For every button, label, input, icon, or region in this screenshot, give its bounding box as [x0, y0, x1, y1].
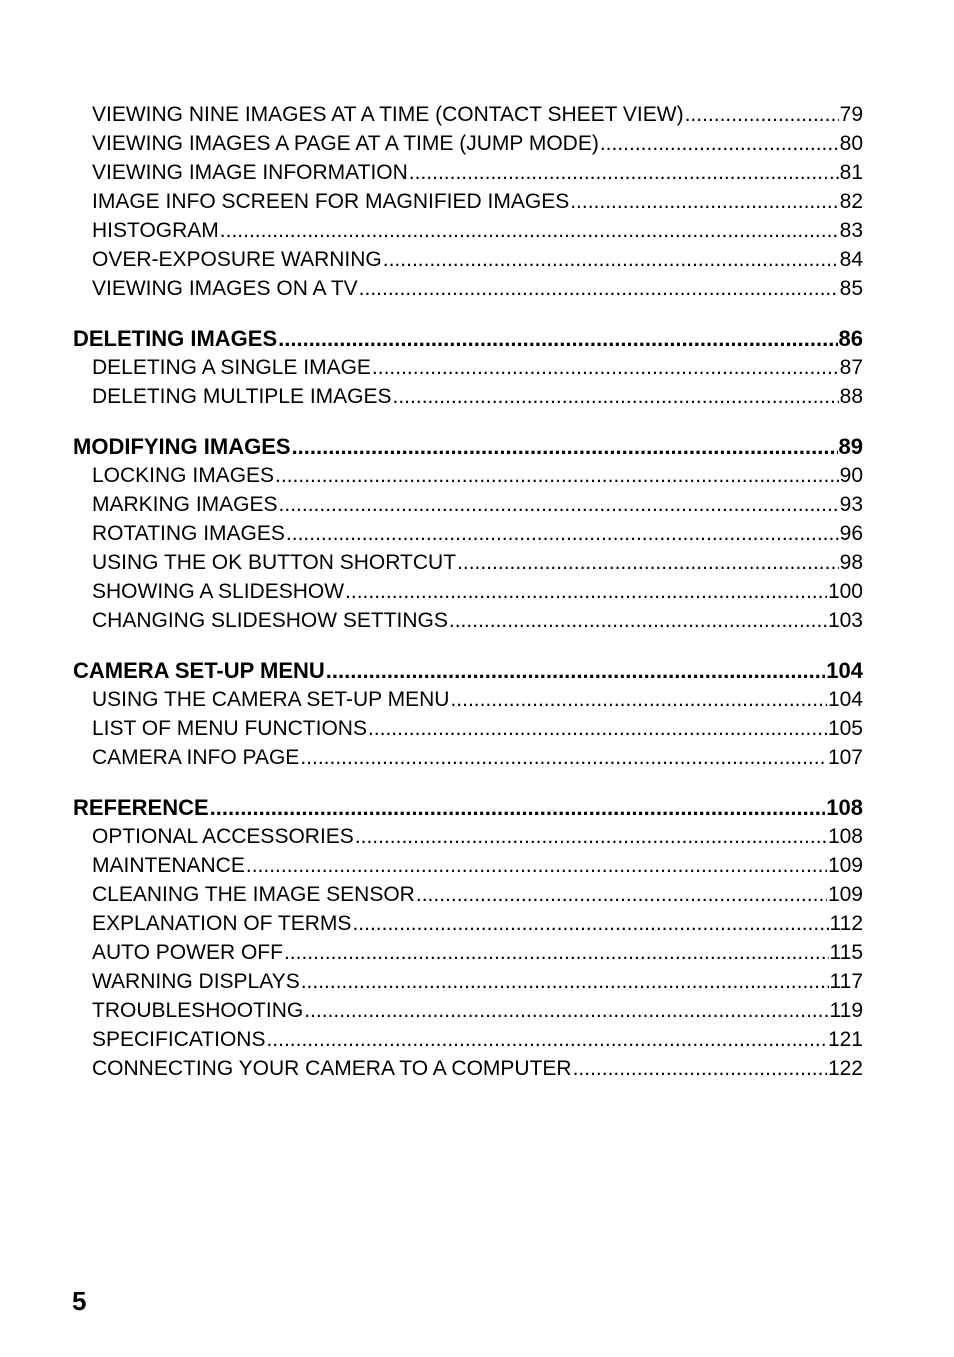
- toc-entry-page: 109: [827, 854, 863, 877]
- toc-entry-page: 107: [827, 746, 863, 769]
- page-number: 5: [72, 1286, 87, 1316]
- toc-entry-title: OPTIONAL ACCESSORIES: [92, 825, 354, 848]
- toc-entry-page: 84: [839, 248, 863, 271]
- toc-entry[interactable]: [73, 606, 863, 635]
- toc-entry-page: 93: [839, 493, 863, 516]
- toc-entry-title: DELETING MULTIPLE IMAGES: [92, 385, 392, 408]
- toc-entry[interactable]: [73, 187, 863, 216]
- dot-leader: [220, 216, 839, 245]
- dot-leader: [359, 274, 839, 303]
- toc-section-heading[interactable]: [73, 793, 863, 822]
- toc-entry-title: SHOWING A SLIDESHOW: [92, 580, 345, 603]
- toc-entry-title: LOCKING IMAGES: [92, 464, 275, 487]
- dot-leader: [393, 382, 839, 411]
- toc-entry[interactable]: [73, 519, 863, 548]
- dot-leader: [279, 490, 839, 519]
- toc-entry-title: VIEWING IMAGE INFORMATION: [92, 161, 408, 184]
- toc-entry-page: 86: [838, 326, 863, 351]
- toc-entry-title: AUTO POWER OFF: [92, 941, 283, 964]
- toc-entry[interactable]: [73, 822, 863, 851]
- toc-entry-page: 104: [826, 658, 863, 683]
- toc-entry-page: 96: [839, 522, 863, 545]
- toc-entry-title: CONNECTING YOUR CAMERA TO A COMPUTER: [92, 1057, 572, 1080]
- toc-entry-title: TROUBLESHOOTING: [92, 999, 304, 1022]
- toc-entry-page: 89: [838, 434, 863, 459]
- toc-entry[interactable]: [73, 382, 863, 411]
- toc-entry-title: CAMERA SET-UP MENU: [73, 658, 325, 683]
- toc-entry-title: MAINTENANCE: [92, 854, 245, 877]
- toc-entry-page: 85: [839, 277, 863, 300]
- dot-leader: [326, 656, 825, 685]
- toc-entry-page: 109: [827, 883, 863, 906]
- dot-leader: [372, 353, 839, 382]
- dot-leader: [292, 432, 838, 461]
- toc-entry[interactable]: [73, 967, 863, 996]
- dot-leader: [685, 100, 839, 129]
- toc-entry-page: 117: [829, 970, 863, 993]
- toc-entry-title: VIEWING IMAGES A PAGE AT A TIME (JUMP MODE): [92, 132, 599, 155]
- toc-entry-page: 98: [839, 551, 863, 574]
- toc-entry-page: 81: [839, 161, 863, 184]
- toc-entry-title: DELETING A SINGLE IMAGE: [92, 356, 371, 379]
- toc-entry-page: 121: [827, 1028, 863, 1051]
- toc-entry[interactable]: [73, 274, 863, 303]
- toc-entry-title: VIEWING IMAGES ON A TV: [92, 277, 358, 300]
- dot-leader: [284, 938, 829, 967]
- toc-entry-page: 88: [839, 385, 863, 408]
- toc-entry[interactable]: [73, 909, 863, 938]
- toc-entry[interactable]: [73, 996, 863, 1025]
- toc-entry-title: CAMERA INFO PAGE: [92, 746, 300, 769]
- dot-leader: [210, 793, 826, 822]
- dot-leader: [278, 324, 837, 353]
- toc-entry-title: USING THE OK BUTTON SHORTCUT: [92, 551, 457, 574]
- toc-entry-title: EXPLANATION OF TERMS: [92, 912, 352, 935]
- toc-entry[interactable]: [73, 1025, 863, 1054]
- toc-entry-title: VIEWING NINE IMAGES AT A TIME (CONTACT SHEET VIEW): [92, 103, 684, 126]
- toc-entry-page: 104: [827, 688, 863, 711]
- toc-entry-title: ROTATING IMAGES: [92, 522, 285, 545]
- toc-entry-page: 108: [826, 795, 863, 820]
- toc-entry[interactable]: [73, 216, 863, 245]
- toc-entry[interactable]: [73, 714, 863, 743]
- toc-entry-page: 83: [839, 219, 863, 242]
- toc-entry[interactable]: [73, 100, 863, 129]
- toc-entry-page: 82: [839, 190, 863, 213]
- toc-entry-title: MODIFYING IMAGES: [73, 434, 291, 459]
- toc-entry-title: CLEANING THE IMAGE SENSOR: [92, 883, 415, 906]
- toc-entry-page: 108: [827, 825, 863, 848]
- toc-entry[interactable]: [73, 548, 863, 577]
- toc-entry[interactable]: [73, 158, 863, 187]
- toc-entry[interactable]: [73, 851, 863, 880]
- toc-entry[interactable]: [73, 490, 863, 519]
- toc-entry-page: 105: [827, 717, 863, 740]
- toc-entry-title: REFERENCE: [73, 795, 209, 820]
- toc-entry[interactable]: [73, 129, 863, 158]
- dot-leader: [304, 996, 828, 1025]
- toc-entry[interactable]: [73, 743, 863, 772]
- toc-entry-title: OVER-EXPOSURE WARNING: [92, 248, 382, 271]
- toc-entry[interactable]: [73, 461, 863, 490]
- dot-leader: [450, 685, 827, 714]
- toc-entry[interactable]: [73, 1054, 863, 1083]
- dot-leader: [300, 743, 827, 772]
- toc-entry-title: HISTOGRAM: [92, 219, 219, 242]
- table-of-contents: [73, 100, 863, 1083]
- toc-entry-title: WARNING DISPLAYS: [92, 970, 300, 993]
- toc-entry-page: 90: [839, 464, 863, 487]
- toc-entry-title: USING THE CAMERA SET-UP MENU: [92, 688, 450, 711]
- toc-entry[interactable]: [73, 353, 863, 382]
- toc-entry-title: SPECIFICATIONS: [92, 1028, 266, 1051]
- dot-leader: [352, 909, 828, 938]
- toc-entry-page: 80: [839, 132, 863, 155]
- dot-leader: [301, 967, 829, 996]
- toc-entry[interactable]: [73, 685, 863, 714]
- dot-leader: [573, 1054, 827, 1083]
- toc-entry-title: CHANGING SLIDESHOW SETTINGS: [92, 609, 448, 632]
- toc-section-heading[interactable]: [73, 324, 863, 353]
- toc-entry-page: 119: [829, 999, 863, 1022]
- toc-entry-page: 79: [839, 103, 863, 126]
- toc-entry[interactable]: [73, 245, 863, 274]
- dot-leader: [345, 577, 827, 606]
- toc-entry-page: 112: [829, 912, 863, 935]
- toc-entry-page: 115: [829, 941, 863, 964]
- toc-entry-title: MARKING IMAGES: [92, 493, 278, 516]
- dot-leader: [457, 548, 839, 577]
- dot-leader: [409, 158, 839, 187]
- toc-section-heading[interactable]: [73, 432, 863, 461]
- dot-leader: [383, 245, 839, 274]
- dot-leader: [286, 519, 839, 548]
- toc-entry-page: 122: [827, 1057, 863, 1080]
- toc-entry[interactable]: [73, 880, 863, 909]
- dot-leader: [266, 1025, 826, 1054]
- dot-leader: [368, 714, 827, 743]
- toc-entry-page: 100: [827, 580, 863, 603]
- toc-entry-title: IMAGE INFO SCREEN FOR MAGNIFIED IMAGES: [92, 190, 570, 213]
- toc-entry[interactable]: [73, 938, 863, 967]
- dot-leader: [449, 606, 827, 635]
- toc-entry-page: 103: [827, 609, 863, 632]
- dot-leader: [600, 129, 839, 158]
- dot-leader: [246, 851, 827, 880]
- dot-leader: [570, 187, 838, 216]
- dot-leader: [355, 822, 827, 851]
- dot-leader: [416, 880, 827, 909]
- toc-section-heading[interactable]: [73, 656, 863, 685]
- toc-entry-title: DELETING IMAGES: [73, 326, 278, 351]
- dot-leader: [275, 461, 839, 490]
- toc-entry[interactable]: [73, 577, 863, 606]
- toc-entry-page: 87: [839, 356, 863, 379]
- toc-entry-title: LIST OF MENU FUNCTIONS: [92, 717, 367, 740]
